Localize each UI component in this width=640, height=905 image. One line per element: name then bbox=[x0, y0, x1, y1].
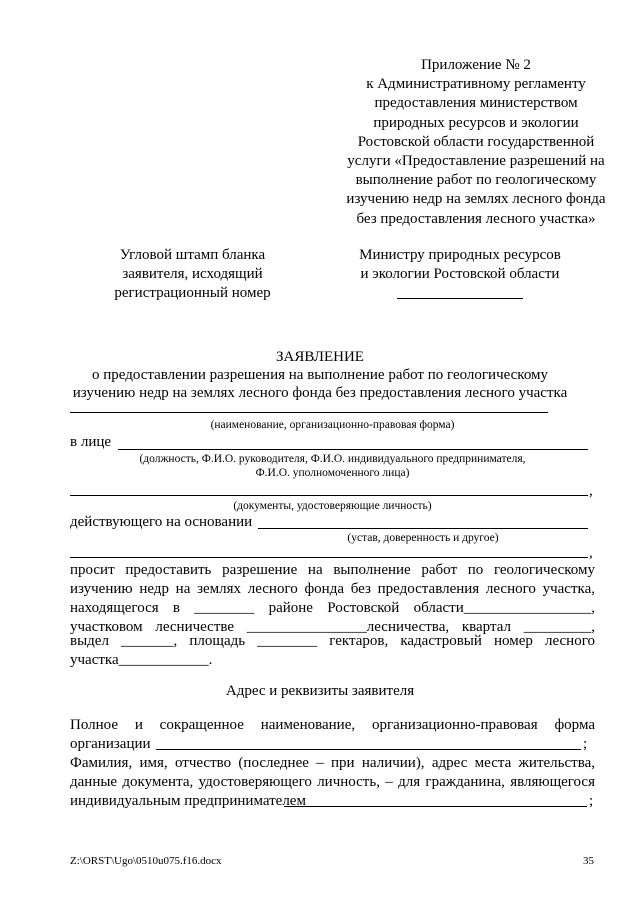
caption-documents: (документы, удостоверяющие личность) bbox=[233, 500, 432, 512]
caption-name: (наименование, организационно-правовая форма) bbox=[210, 419, 455, 431]
title-subtitle: о предоставлении разрешения на выполнение работ по геологическому bbox=[91, 367, 549, 383]
blank-field[interactable] bbox=[70, 557, 588, 558]
request-body-line: участка____________. bbox=[70, 652, 213, 668]
identity-documents-field[interactable] bbox=[70, 495, 588, 496]
in-person-label: в лице bbox=[70, 434, 112, 450]
request-body-line: участковом лесничестве ________________лесничества, квартал _________, bbox=[70, 619, 595, 635]
addressee-line: и экологии Ростовской области bbox=[360, 266, 560, 282]
footer-page-number: 35 bbox=[583, 855, 594, 867]
annex-header bbox=[340, 56, 612, 229]
semicolon: ; bbox=[589, 793, 594, 809]
representative-field[interactable] bbox=[118, 449, 588, 450]
request-body-line: изучению недр на землях лесного фонда без предоставления лесного участка, bbox=[70, 581, 595, 597]
annex-line: Приложение № 2 bbox=[421, 57, 531, 73]
request-body-line: выдел _______, площадь ________ гектаров, кадастровый номер лесного bbox=[70, 633, 595, 649]
stamp-line: регистрационный номер bbox=[114, 285, 271, 301]
comma: , bbox=[589, 483, 593, 499]
applicant-heading: Адрес и реквизиты заявителя bbox=[225, 683, 415, 699]
application-title bbox=[0, 348, 640, 402]
annex-line: предоставления министерством bbox=[374, 95, 578, 112]
corner-stamp-note bbox=[95, 246, 290, 303]
addressee-line: Министру природных ресурсов bbox=[359, 247, 561, 263]
caption-basis: (устав, доверенность и другое) bbox=[347, 532, 499, 544]
organization-label: организации bbox=[70, 736, 151, 752]
entrepreneur-field[interactable] bbox=[284, 806, 587, 807]
applicant-line: данные документа, удостоверяющего личность, – для гражданина, являющегося bbox=[70, 774, 595, 790]
caption-position: (должность, Ф.И.О. руководителя, Ф.И.О. индивидуального предпринимателя, bbox=[139, 453, 526, 465]
semicolon: ; bbox=[583, 736, 588, 752]
annex-line: изучению недр на землях лесного фонда bbox=[346, 191, 606, 208]
title-heading: ЗАЯВЛЕНИЕ bbox=[276, 349, 364, 365]
title-subtitle: изучению недр на землях лесного фонда без предоставления лесного участка bbox=[72, 385, 568, 401]
footer-file-path: Z:\ORST\Ugo\0510u075.f16.docx bbox=[70, 855, 222, 867]
applicant-line: Полное и сокращенное наименование, организационно-правовая форма bbox=[70, 717, 595, 733]
request-body-line: находящегося в ________ районе Ростовской области_________________, bbox=[70, 600, 595, 616]
organization-field[interactable] bbox=[156, 749, 581, 750]
request-body-line: просит предоставить разрешение на выполнение работ по геологическому bbox=[70, 562, 595, 578]
acting-label: действующего на основании bbox=[70, 514, 253, 530]
annex-line: к Административному регламенту bbox=[366, 76, 586, 93]
annex-line: без предоставления лесного участка» bbox=[356, 210, 596, 227]
stamp-line: заявителя, исходящий bbox=[122, 266, 263, 282]
stamp-line: Угловой штамп бланка bbox=[119, 247, 266, 263]
annex-line: услуги «Предоставление разрешений на bbox=[347, 153, 605, 170]
annex-line: Ростовской области государственной bbox=[357, 133, 595, 150]
addressee-signature-line bbox=[397, 290, 523, 299]
caption-position: Ф.И.О. уполномоченного лица) bbox=[255, 467, 410, 479]
applicant-name-field[interactable] bbox=[70, 412, 548, 413]
annex-line: природных ресурсов и экологии bbox=[373, 114, 579, 131]
basis-field[interactable] bbox=[258, 528, 588, 529]
addressee-block bbox=[340, 246, 580, 305]
comma: , bbox=[589, 545, 593, 561]
applicant-line: Фамилия, имя, отчество (последнее – при наличии), адрес места жительства, bbox=[70, 755, 595, 771]
annex-line: выполнение работ по геологическому bbox=[355, 172, 597, 189]
entrepreneur-label: индивидуальным предпринимателем bbox=[70, 793, 306, 809]
